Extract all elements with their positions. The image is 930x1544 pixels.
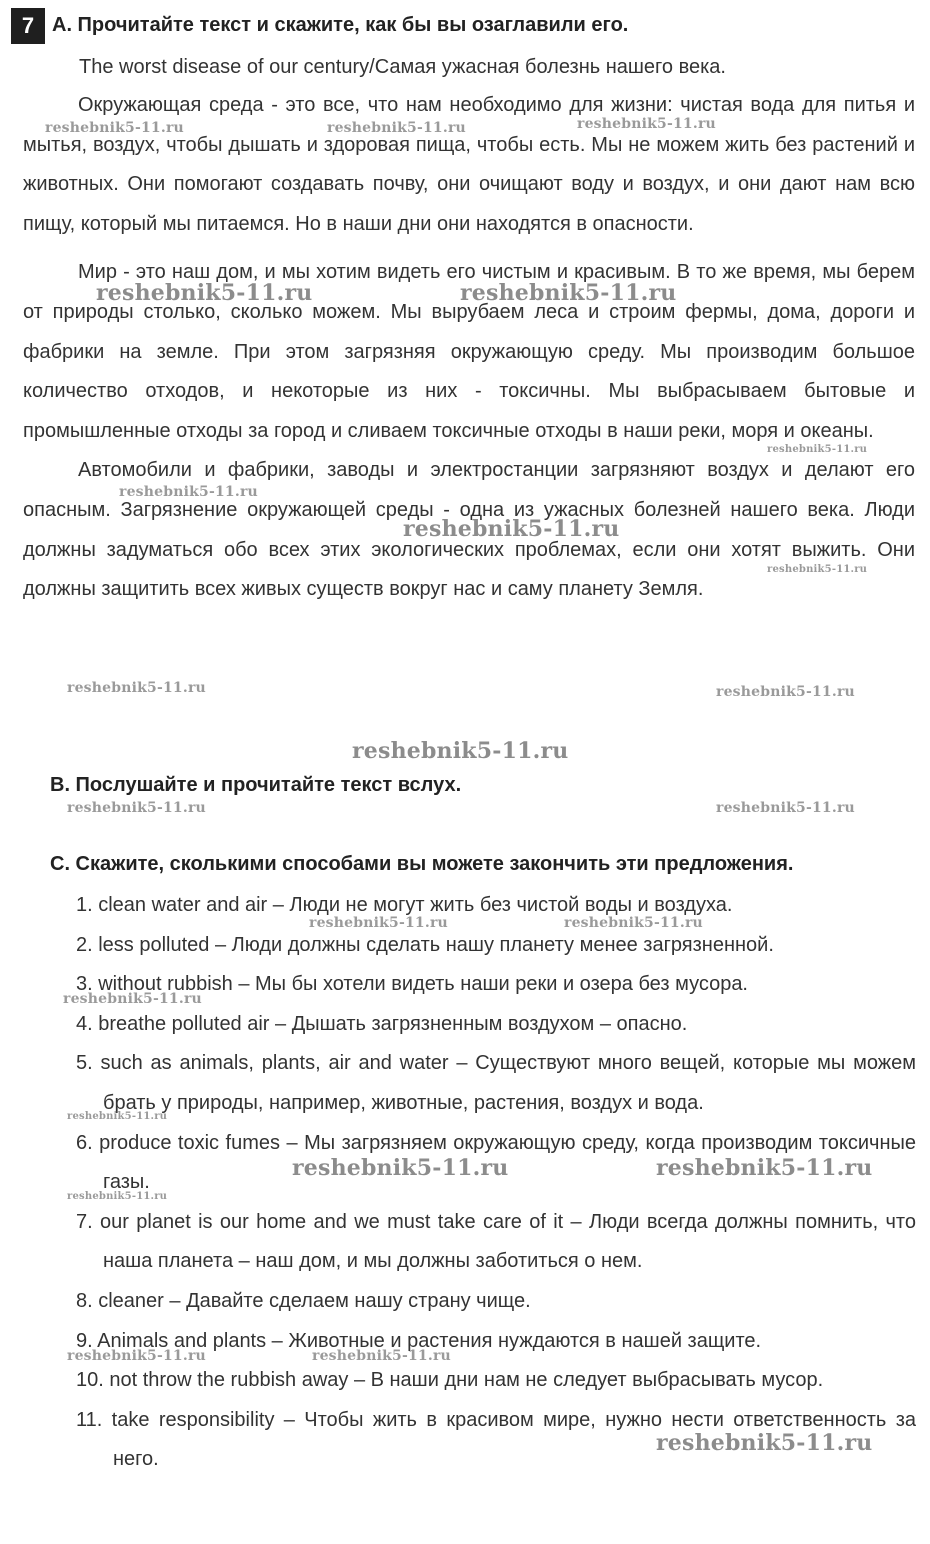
list-item: 10. not throw the rubbish away – В наши дни нам не следует выбрасывать мусор. [76, 1369, 824, 1392]
watermark: reshebnik5-11.ru [312, 1348, 451, 1364]
watermark: reshebnik5-11.ru [352, 738, 569, 764]
watermark: reshebnik5-11.ru [327, 120, 466, 136]
list-item: 3. without rubbish – Мы бы хотели видеть наши реки и озера без мусора. [76, 973, 748, 996]
watermark: reshebnik5-11.ru [460, 280, 677, 306]
list-item: 6. produce toxic fumes – Мы загрязняем окружающую среду, когда производим токсичные газы. [76, 1131, 916, 1194]
watermark: reshebnik5-11.ru [577, 116, 716, 132]
watermark: reshebnik5-11.ru [564, 915, 703, 931]
watermark: reshebnik5-11.ru [67, 1348, 206, 1364]
list-item: 2. less polluted – Люди должны сделать нашу планету менее загрязненной. [76, 933, 774, 956]
list-item: 11. take responsibility – Чтобы жить в красивом мире, нужно нести ответственность за него. [76, 1408, 916, 1471]
section-a-heading: A. Прочитайте текст и скажите, как бы вы озаглавили его. [52, 14, 629, 36]
watermark: reshebnik5-11.ru [292, 1155, 509, 1181]
watermark: reshebnik5-11.ru [767, 444, 868, 455]
watermark: reshebnik5-11.ru [67, 1191, 168, 1202]
watermark: reshebnik5-11.ru [63, 991, 202, 1007]
paragraph: Мир - это наш дом, и мы хотим видеть его чистым и красивым. В то же время, мы берем от природы столько, сколько можем. Мы вырубаем леса и строим фермы, дома, дороги и фабрики на земле. При этом загрязняя окружающую среду. Мы производим большое количество отходов, и некоторые из них - токсичны. Мы выбрасываем бытовые и промышленные отходы за город и сливаем токсичные отходы в наши реки, моря и океаны. [23, 261, 915, 442]
paragraph: Окружающая среда - это все, что нам необходимо для жизни: чистая вода для питья и мытья, воздух, чтобы дышать и здоровая пища, чтобы есть. Мы не можем жить без растений и животных. Они помогают создавать почву, они очищают воду и воздух, и они дают нам всю пищу, который мы питаемся. Но в наши дни они находятся в опасности. [23, 94, 915, 235]
paragraph: Автомобили и фабрики, заводы и электростанции загрязняют воздух и делают его опасным. Загрязнение окружающей среды - одна из ужасных болезней нашего века. Люди должны задуматься обо всех этих экологических проблемах, если они хотят выжить. Они должны защитить всех живых существ вокруг нас и саму планету Земля. [23, 459, 915, 601]
text-title: The worst disease of our century/Самая ужасная болезнь нашего века. [79, 56, 726, 78]
watermark: reshebnik5-11.ru [67, 1111, 168, 1122]
watermark: reshebnik5-11.ru [67, 800, 206, 816]
list-item: 8. cleaner – Давайте сделаем нашу страну чище. [76, 1289, 531, 1312]
watermark: reshebnik5-11.ru [67, 680, 206, 696]
watermark: reshebnik5-11.ru [309, 915, 448, 931]
section-b-heading: B. Послушайте и прочитайте текст вслух. [50, 774, 462, 796]
list-item: 7. our planet is our home and we must take care of it – Люди всегда должны помнить, что наша планета – наш дом, и мы должны заботиться о нем. [76, 1210, 916, 1273]
list-item: 1. clean water and air – Люди не могут жить без чистой воды и воздуха. [76, 894, 733, 916]
watermark: reshebnik5-11.ru [119, 484, 258, 500]
sentence-list [76, 886, 916, 1480]
list-item: 5. such as animals, plants, air and water – Существуют много вещей, которые мы можем брать у природы, например, животные, растения, воздух и вода. [76, 1052, 916, 1114]
watermark: reshebnik5-11.ru [767, 564, 868, 575]
watermark: reshebnik5-11.ru [656, 1155, 873, 1181]
section-c-heading: C. Скажите, сколькими способами вы можете закончить эти предложения. [50, 853, 794, 875]
watermark: reshebnik5-11.ru [96, 280, 313, 306]
watermark: reshebnik5-11.ru [716, 684, 855, 700]
watermark: reshebnik5-11.ru [403, 516, 620, 542]
watermark: reshebnik5-11.ru [716, 800, 855, 816]
list-item: 4. breathe polluted air – Дышать загрязненным воздухом – опасно. [76, 1012, 688, 1035]
watermark: reshebnik5-11.ru [656, 1430, 873, 1456]
watermark: reshebnik5-11.ru [45, 120, 184, 136]
exercise-number: 7 [11, 8, 45, 44]
list-item: 9. Animals and plants – Животные и растения нуждаются в нашей защите. [76, 1329, 762, 1352]
